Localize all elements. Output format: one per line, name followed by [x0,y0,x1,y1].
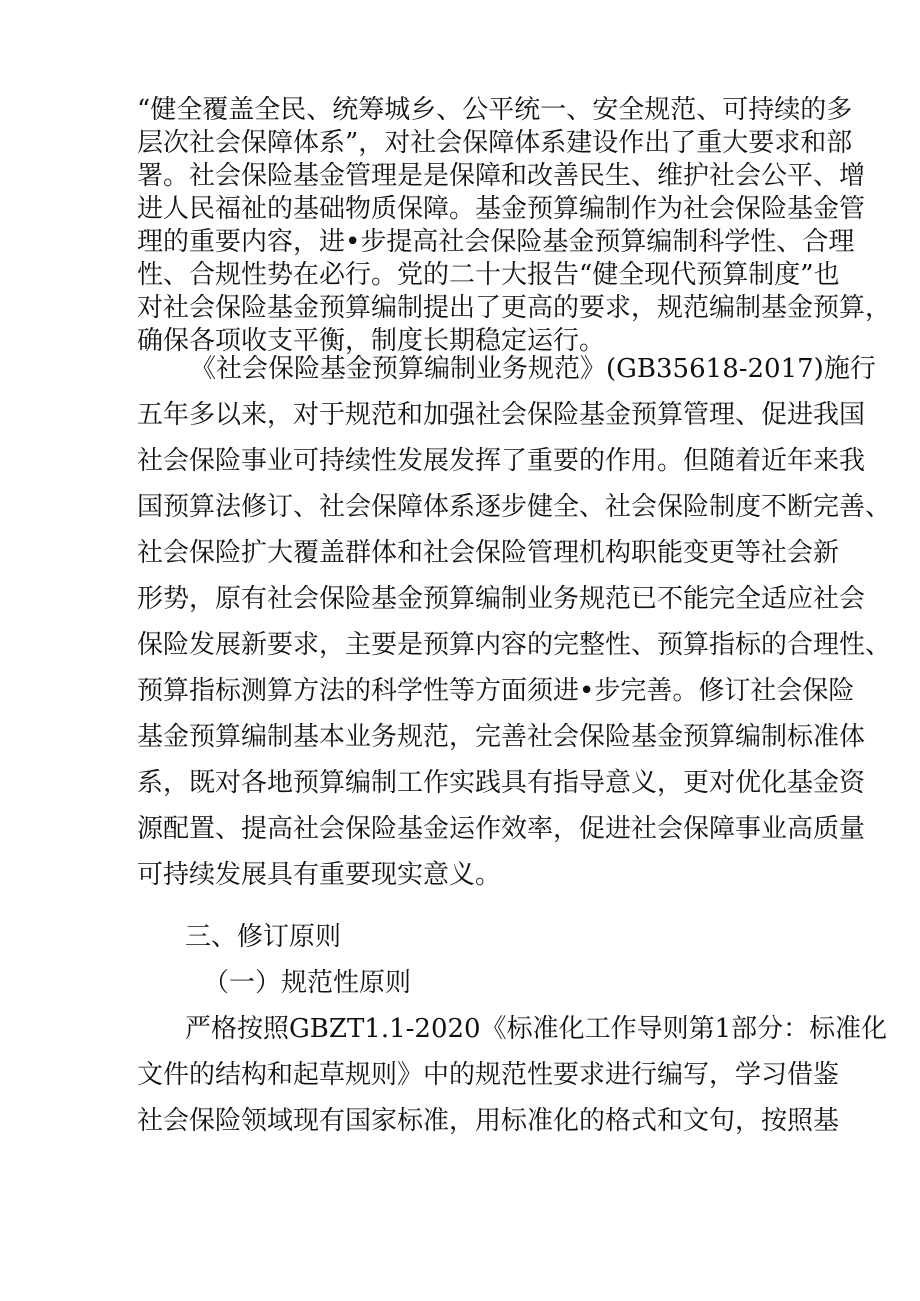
text-line: 对社会保险基金预算编制提出了更高的要求，规范编制基金预算， [137,293,892,323]
text-line: 形势，原有社会保险基金预算编制业务规范已不能完全适应社会 [137,584,866,614]
text-line: 社会保险领域现有国家标准，用标准化的格式和文句，按照基 [137,1106,840,1136]
text-line: 署。社会保险基金管理是是保障和改善民生、维护社会公平、增 [137,161,866,191]
text-line: 层次社会保障体系”，对社会保障体系建设作出了重大要求和部 [137,128,853,158]
text-line: 国预算法修订、社会保障体系逐步健全、社会保险制度不断完善、 [137,492,892,522]
text-line: 保险发展新要求，主要是预算内容的完整性、预算指标的合理性、 [137,630,892,660]
text-line: 社会保险扩大覆盖群体和社会保险管理机构职能变更等社会新 [137,538,840,568]
text-line: 理的重要内容，进•步提高社会保险基金预算编制科学性、合理 [137,227,855,257]
text-line: “健全覆盖全民、统筹城乡、公平统一、安全规范、可持续的多 [137,95,853,125]
text-line: 系，既对各地预算编制工作实践具有指导意义，更对优化基金资 [137,768,866,798]
text-line: 源配置、提高社会保险基金运作效率，促进社会保障事业高质量 [137,814,866,844]
text-line: 性、合规性势在必行。党的二十大报告“健全现代预算制度”也 [137,260,840,290]
text-line: 严格按照GBZT1.1-2020《标准化工作导则第1部分：标准化 [185,1014,888,1044]
text-line: 文件的结构和起草规则》中的规范性要求进行编写，学习借鉴 [137,1060,840,1090]
sub-heading: （一）规范性原则 [203,968,412,998]
text-line: 可持续发展具有重要现实意义。 [137,860,502,890]
text-line: 进人民福祉的基础物质保障。基金预算编制作为社会保险基金管 [137,194,866,224]
text-line: 社会保险事业可持续性发展发挥了重要的作用。但随着近年来我 [137,446,866,476]
text-line: 预算指标测算方法的科学性等方面须进•步完善。修订社会保险 [137,676,855,706]
section-heading: 三、修订原则 [185,922,342,952]
text-line: 五年多以来，对于规范和加强社会保险基金预算管理、促进我国 [137,400,866,430]
text-line: 《社会保险基金预算编制业务规范》(GB35618-2017)施行 [190,354,876,384]
text-line: 基金预算编制基本业务规范，完善社会保险基金预算编制标准体 [137,722,866,752]
text-line: 确保各项收支平衡，制度长期稳定运行。 [137,326,606,356]
